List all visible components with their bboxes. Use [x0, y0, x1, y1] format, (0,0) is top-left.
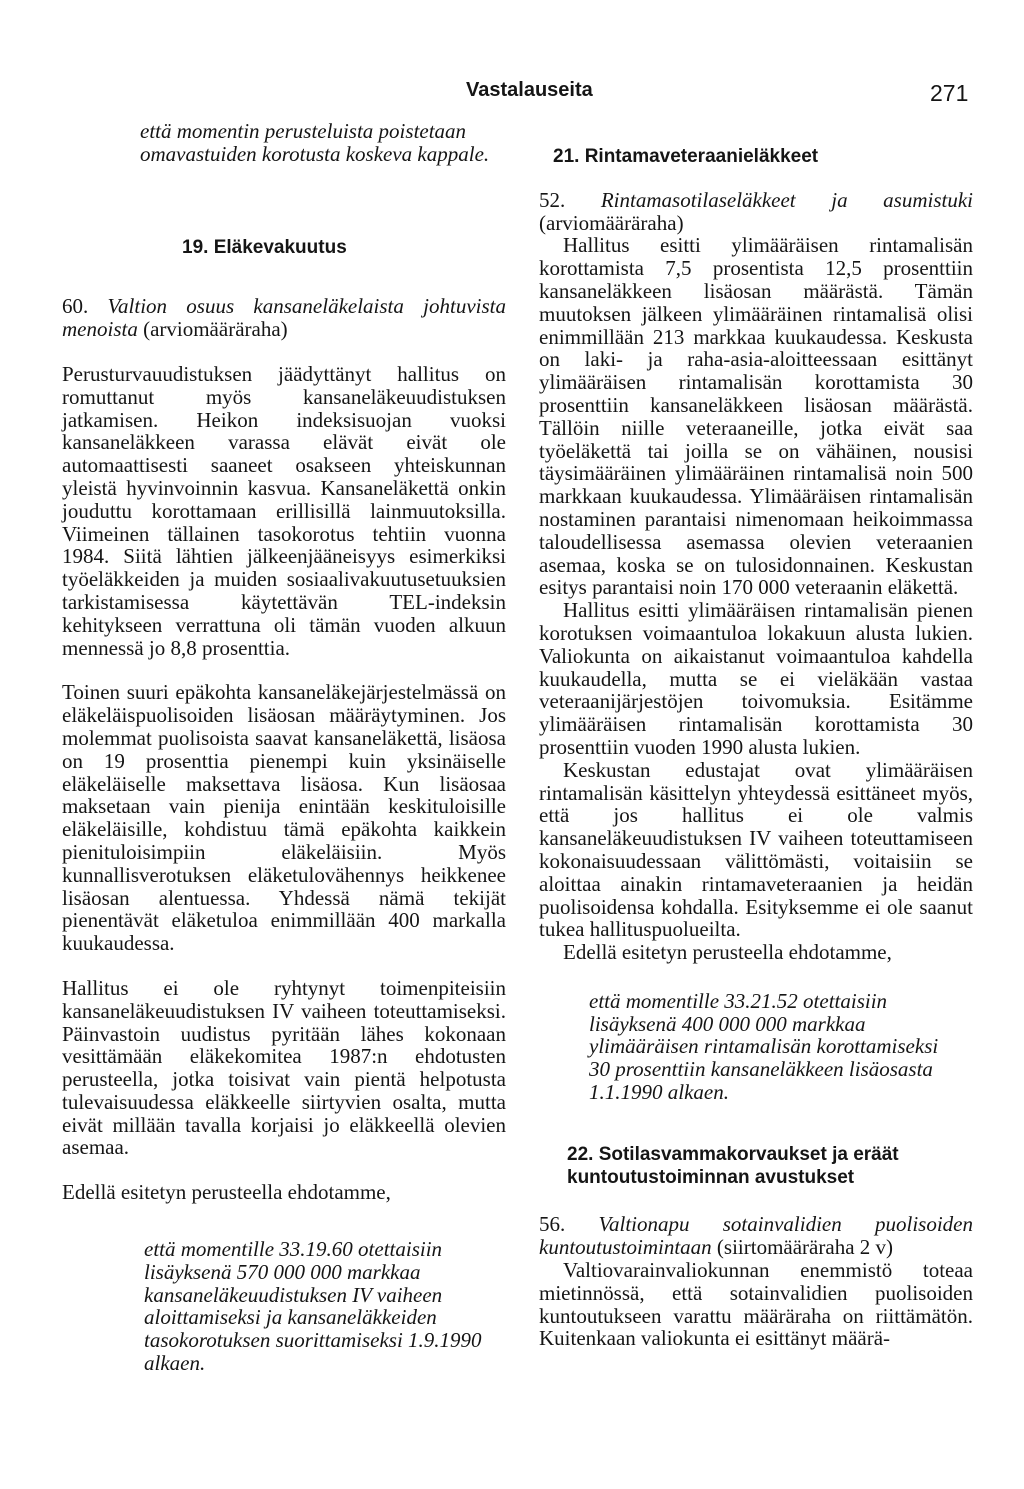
paragraph: Hallitus ei ole ryhtynyt toimenpiteisiin kansaneläkeuudistuksen IV vaiheen toteuttamiseksi. Päinvastoin uudistus pyritään lähes kokonaan vesittämään eläkekomitea 1987:n ehdotusten perusteella, jotka toisivat vain pientä helpotusta tulevaisuudessa eläkkeelle siirtyvien osalta, mutta eivät millään tavalla korjaisi jo eläkkeellä olevien asemaa.	[62, 975, 506, 1160]
item-60-heading	[62, 295, 506, 341]
item-type: (arviomääräraha)	[539, 210, 684, 235]
right-column	[539, 120, 973, 1350]
page-number: 271	[930, 80, 969, 106]
paragraph: Hallitus esitti ylimääräisen rintamalisän korottamista 7,5 prosentista 12,5 prosenttiin kansaneläkkeen lisäosan määrästä. Tämän muutoksen jälkeen ylimääräinen rintamalisä olisi enimmillään 213 markkaa kuukaudessa. Keskusta on laki- ja raha-asia-aloitteessaan esittänyt ylimääräisen rintamalisän korottamista 30 prosenttiin kansaneläkkeen lisäosan määrästä. Tällöin niille veteraaneille, jotka eivät saa työeläkettä tai joilla se on vähäinen, nousisi täysimääräinen ylimääräinen rintamalisä noin 500 markkaan kuukaudessa. Ylimääräisen rintamalisän nostaminen parantaisi nimenomaan heikoimmassa taloudellisessa asemassa olevien veteraanien asemaa, koska se on tulosidonnainen. Keskustan esitys parantaisi noin 170 000 veteraanin eläkettä.	[539, 233, 973, 600]
proposal: että momentille 33.19.60 otettaisiin lisäyksenä 570 000 000 markkaa kansaneläkeuudistuksen IV vaiheen aloittamiseksi ja kansaneläkkeiden tasokorotuksen suorittamiseksi 1.9.1990 alkaen.	[144, 1237, 482, 1376]
item-title: Rintamasotilaseläkkeet ja asumistuki	[600, 187, 974, 212]
paragraph: Hallitus esitti ylimääräisen rintamalisän pienen korotuksen voimaantuloa lokakuun alusta lukien. Valiokunta on aikaistanut voimaantuloa kahdella kuukaudella, mutta se ei vieläkään vastaa veteraanijärjestöjen toivomuksia. Esitämme ylimääräisen rintamalisän korottamista 30 prosenttiin vuoden 1990 alusta lukien.	[539, 598, 973, 759]
item-number: 52.	[539, 187, 566, 212]
left-column	[62, 120, 506, 1375]
section-heading-22: 22. Sotilasvammakorvaukset ja eräät kuntoutustoiminnan avustukset	[567, 1143, 899, 1188]
paragraph: Keskustan edustajat ovat ylimääräisen rintamalisän käsittelyn yhteydessä esittäneet myös, että jos hallitus ei ole valmis kansaneläkeuudistuksen IV vaiheen toteuttamiseen kokonaisuudessaan välittömästi, voitaisiin se aloittaa ainakin rintamaveteraanien ja heidän puolisoidensa kohdalla. Esityksemme ei ole saanut tukea hallituspuolueilta.	[539, 757, 973, 942]
item-number: 60.	[62, 294, 89, 319]
paragraph: Valtiovarainvaliokunnan enemmistö toteaa mietinnössä, että sotainvalidien puolisoiden kuntoutukseen varattu määräraha on riittämätön. Kuitenkaan valiokunta ei esittänyt määrä-	[539, 1258, 973, 1351]
continued-proposal: että momentin perusteluista poistetaan omavastuiden korotusta koskeva kappale.	[140, 119, 490, 166]
item-52-heading	[539, 189, 973, 235]
item-title: Valtion osuus kansaneläkelaista johtuvista menoista	[62, 294, 506, 342]
item-title: Valtionapu sotainvalidien puolisoiden kuntoutustoimintaan	[539, 1212, 973, 1260]
paragraph: Perusturvauudistuksen jäädyttänyt hallitus on romuttanut myös kansaneläkeuudistuksen jatkamisen. Heikon indeksisuojan vuoksi kansaneläkkeen varassa elävät eivät ole automaattisesti saaneet osakseen yhteiskunnan yleistä hyvinvoinnin kasvua. Kansaneläkettä onkin jouduttu korottamaan erillisillä lainmuutoksilla. Viimeinen tällainen tasokorotus tehtiin vuonna 1984. Siitä lähtien jälkeenjääneisyys esimerkiksi työeläkkeiden ja muiden sosiaalivakuutusetuuksien tarkistamisessa käytettävän TEL-indeksin kehitykseen verrattuna oli tämän vuoden alkuun mennessä jo 8,8 prosenttia.	[62, 361, 506, 660]
item-type: (siirtomääräraha 2 v)	[716, 1235, 894, 1260]
proposal: että momentille 33.21.52 otettaisiin lisäyksenä 400 000 000 markkaa ylimääräisen rintamalisän korottamiseksi 30 prosenttiin kansaneläkkeen lisäosasta 1.1.1990 alkaen.	[589, 988, 939, 1105]
paragraph: Toinen suuri epäkohta kansaneläkejärjestelmässä on eläkeläispuolisoiden lisäosan määräytyminen. Jos molemmat puolisoista saavat kansaneläkettä, lisäosa on 19 prosenttia pienempi kuin yksinäiselle eläkeläiselle maksettava lisäosa. Kun lisäosaa maksetaan vain pienija enintään keskituloisille eläkeläisille, kohdistuu tämä epäkohta kaikkein pienituloisimpiin eläkeläisiin. Myös kunnallisverotuksen eläketulovähennys heikkenee lisäosan alentuessa. Yhdessä nämä tekijät pienentävät eläketuloa enimmillään 400 markalla kuukaudessa.	[62, 680, 506, 956]
paragraph: Edellä esitetyn perusteella ehdotamme,	[563, 940, 892, 965]
item-type: (arviomääräraha)	[143, 317, 288, 342]
section-heading-21: 21. Rintamaveteraanieläkkeet	[553, 146, 819, 167]
paragraph: Edellä esitetyn perusteella ehdotamme,	[62, 1180, 391, 1205]
item-number: 56.	[539, 1212, 566, 1237]
running-title: Vastalauseita	[466, 79, 593, 101]
item-56-heading	[539, 1213, 973, 1259]
section-heading-19: 19. Eläkevakuutus	[182, 236, 347, 258]
